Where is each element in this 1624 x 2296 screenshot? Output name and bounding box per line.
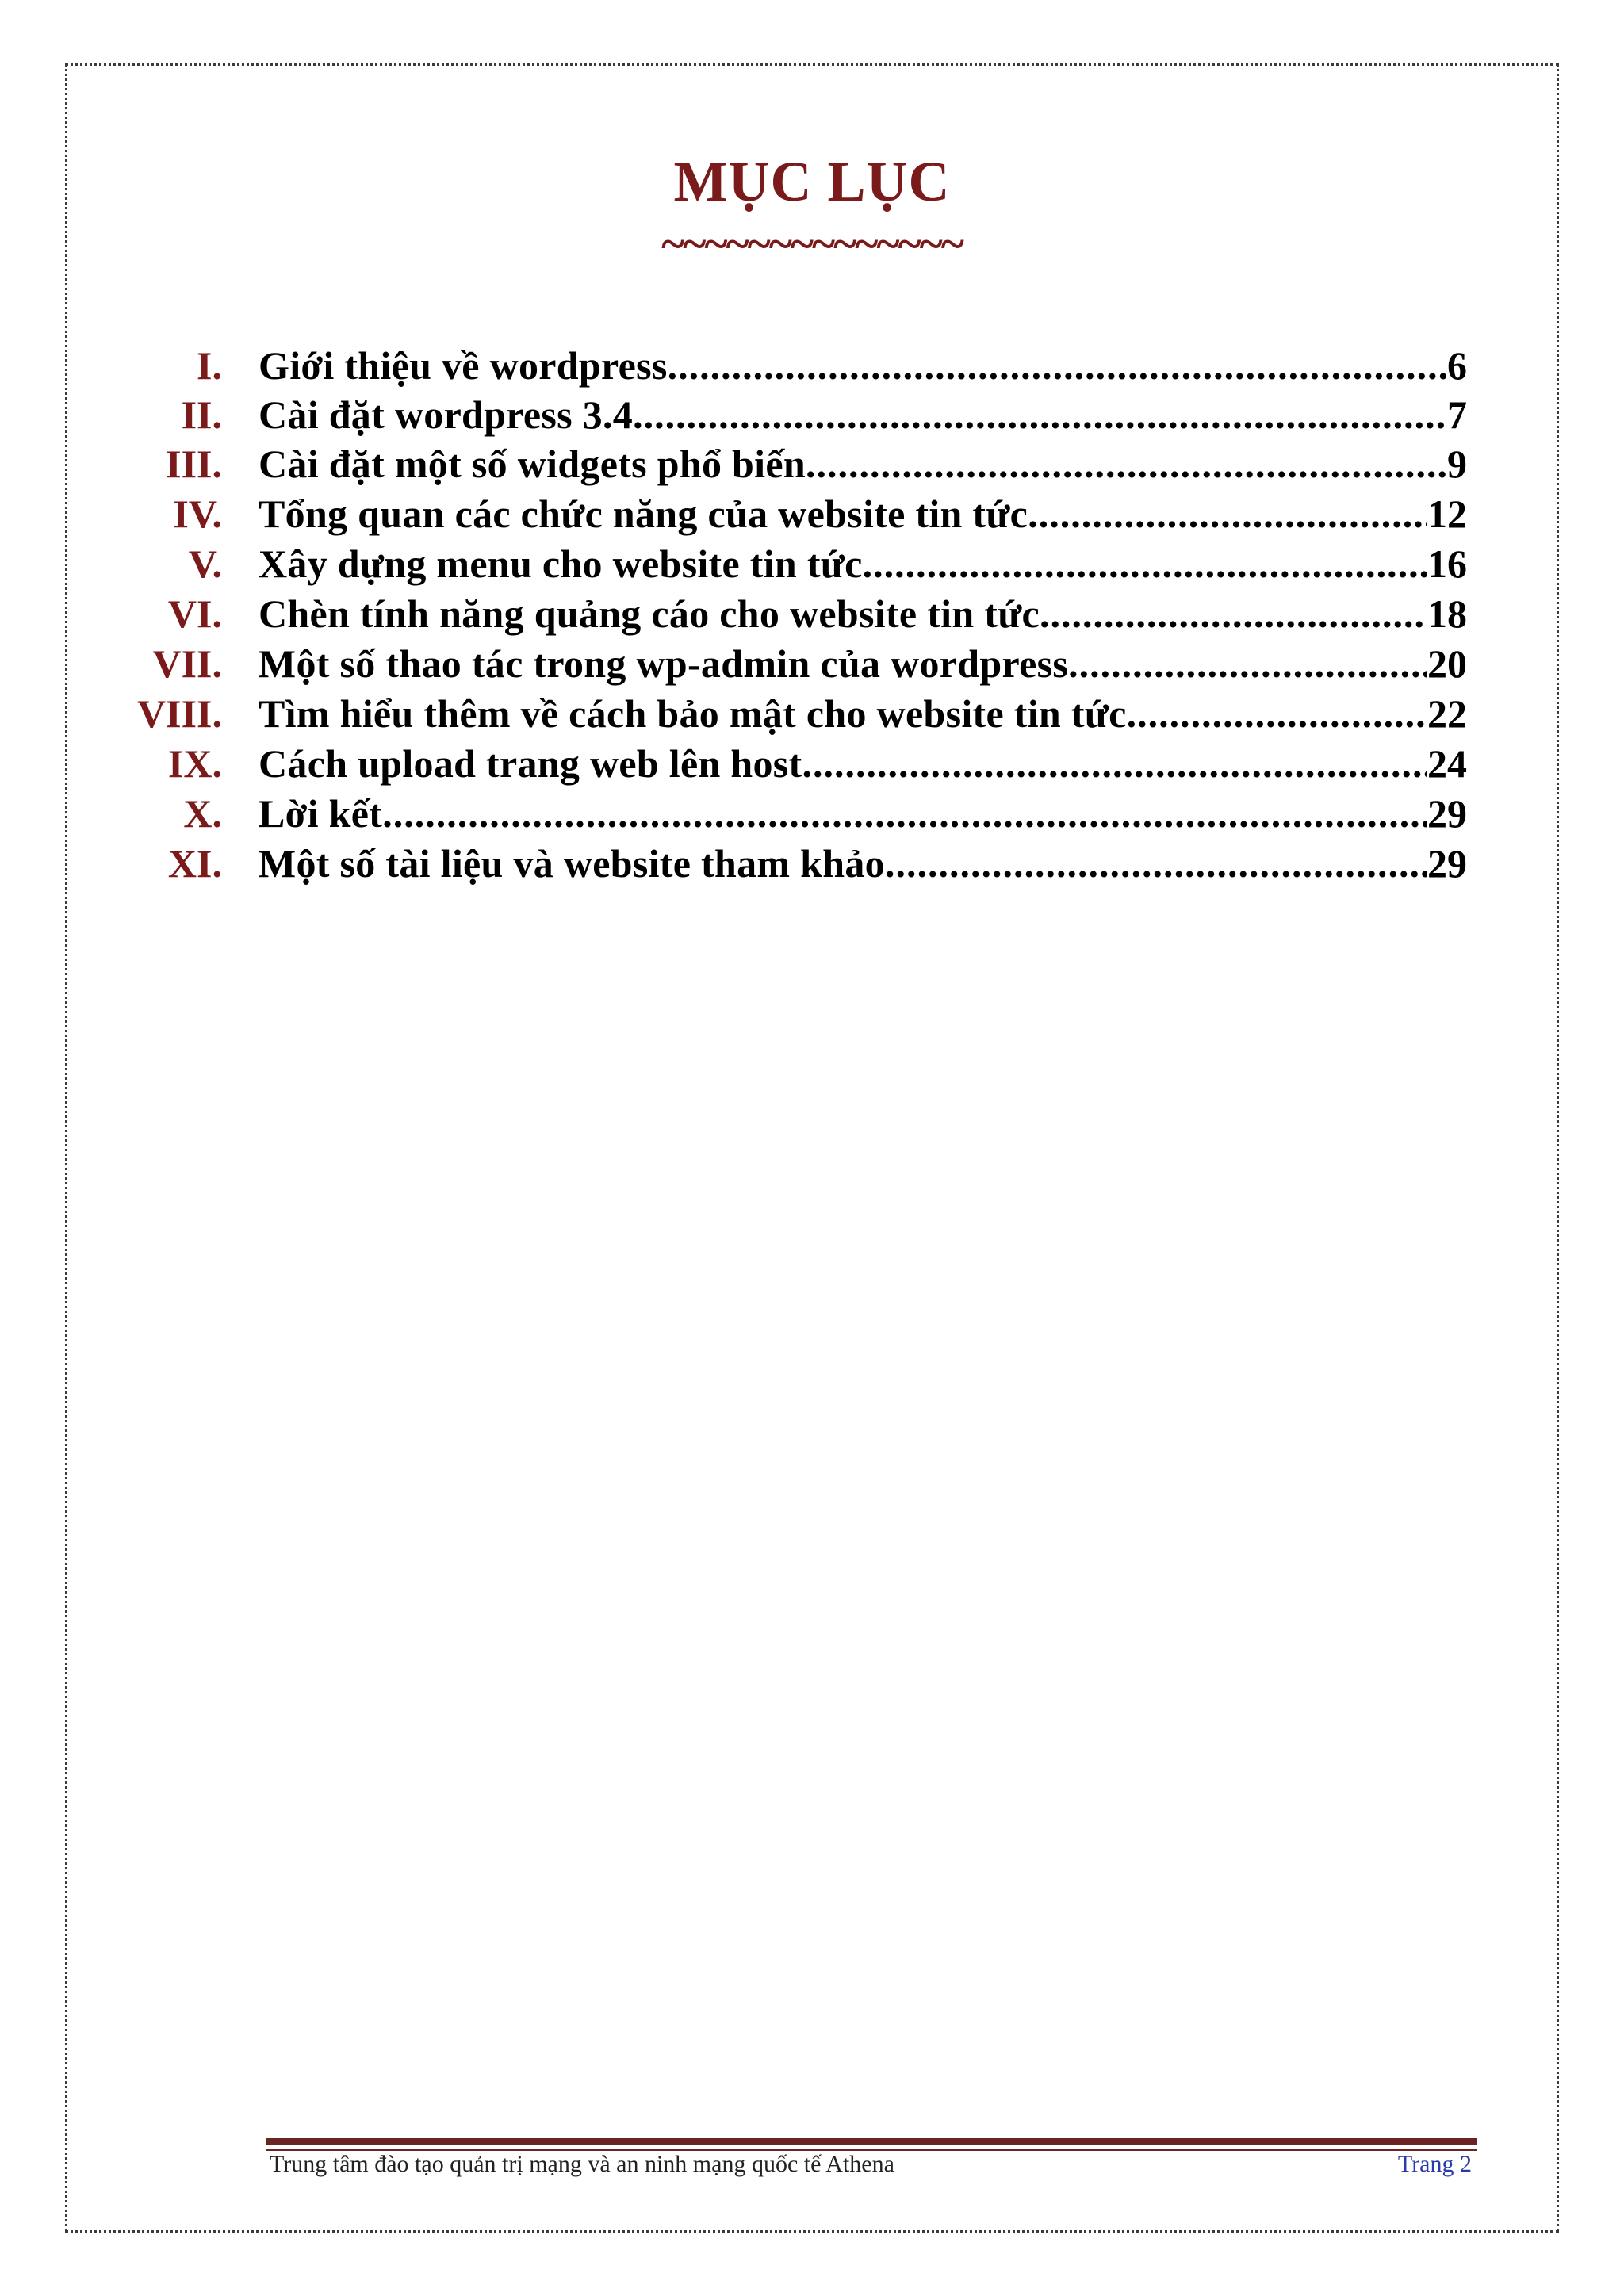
toc-item-page: 20 — [1427, 641, 1467, 686]
toc-item-number: III. — [166, 442, 222, 486]
title-ornament: ~~~~~~~~~~~~~~ — [661, 220, 963, 269]
toc-item-page: 29 — [1427, 791, 1467, 836]
toc-item-number: II. — [181, 392, 222, 437]
toc-item-10[interactable] — [0, 789, 1624, 838]
toc-item-3[interactable] — [0, 439, 1624, 488]
toc-item-1[interactable] — [0, 341, 1624, 390]
toc-item-2[interactable] — [0, 390, 1624, 439]
toc-item-title: Chèn tính năng quảng cáo cho website tin tức — [259, 591, 1040, 636]
toc-item-5[interactable] — [0, 539, 1624, 588]
footer-organization: Trung tâm đào tạo quản trị mạng và an ninh mạng quốc tế Athena — [270, 2151, 894, 2177]
toc-item-page: 12 — [1427, 492, 1467, 536]
toc-item-page: 7 — [1447, 392, 1467, 437]
toc-item-number: IX. — [167, 741, 222, 786]
toc-item-11[interactable] — [0, 839, 1624, 888]
toc-item-title: Xây dựng menu cho website tin tức — [259, 541, 863, 586]
toc-item-page: 16 — [1427, 541, 1467, 586]
toc-item-number: VI. — [167, 591, 222, 636]
toc-item-page: 9 — [1447, 442, 1467, 486]
toc-leader-dots — [1068, 639, 1427, 688]
toc-leader-dots — [633, 390, 1447, 439]
toc-item-number: VIII. — [137, 691, 222, 736]
footer-page-number: Trang 2 — [1397, 2151, 1472, 2177]
footer-rule-thick — [266, 2138, 1477, 2145]
toc-item-page: 24 — [1427, 741, 1467, 786]
toc-item-title: Một số tài liệu và website tham khảo — [259, 841, 885, 886]
toc-item-number: VII. — [152, 641, 222, 686]
toc-item-title: Cách upload trang web lên host — [259, 741, 802, 786]
toc-leader-dots — [802, 739, 1428, 788]
page-title: MỤC LỤC — [673, 150, 951, 213]
toc-item-page: 22 — [1427, 691, 1467, 736]
toc-leader-dots — [382, 789, 1427, 838]
toc-item-title: Tìm hiểu thêm về cách bảo mật cho website tin tức — [259, 691, 1127, 736]
toc-item-7[interactable] — [0, 639, 1624, 688]
toc-item-title: Lời kết — [259, 791, 383, 836]
toc-item-title: Giới thiệu về wordpress — [259, 343, 668, 388]
toc-item-number: X. — [183, 791, 222, 836]
toc-item-8[interactable] — [0, 689, 1624, 738]
toc-leader-dots — [885, 839, 1427, 888]
toc-item-title: Một số thao tác trong wp-admin của wordpress — [259, 641, 1069, 686]
toc-item-page: 29 — [1427, 841, 1467, 886]
toc-leader-dots — [863, 539, 1427, 588]
toc-item-title: Cài đặt wordpress 3.4 — [259, 392, 634, 437]
toc-item-number: IV. — [173, 492, 222, 536]
toc-item-title: Cài đặt một số widgets phổ biến — [259, 442, 806, 486]
toc-item-number: XI. — [167, 841, 222, 886]
toc-item-4[interactable] — [0, 489, 1624, 538]
toc-item-number: I. — [197, 343, 222, 388]
toc-item-page: 6 — [1447, 343, 1467, 388]
toc-item-number: V. — [188, 541, 222, 586]
toc-item-page: 18 — [1427, 591, 1467, 636]
toc-item-6[interactable] — [0, 589, 1624, 638]
toc-leader-dots — [1040, 589, 1427, 638]
toc-leader-dots — [1127, 689, 1427, 738]
toc-leader-dots — [668, 341, 1447, 390]
toc-item-title: Tổng quan các chức năng của website tin tức — [259, 492, 1028, 536]
toc-leader-dots — [1028, 489, 1427, 538]
toc-leader-dots — [806, 439, 1447, 488]
toc-item-9[interactable] — [0, 739, 1624, 788]
